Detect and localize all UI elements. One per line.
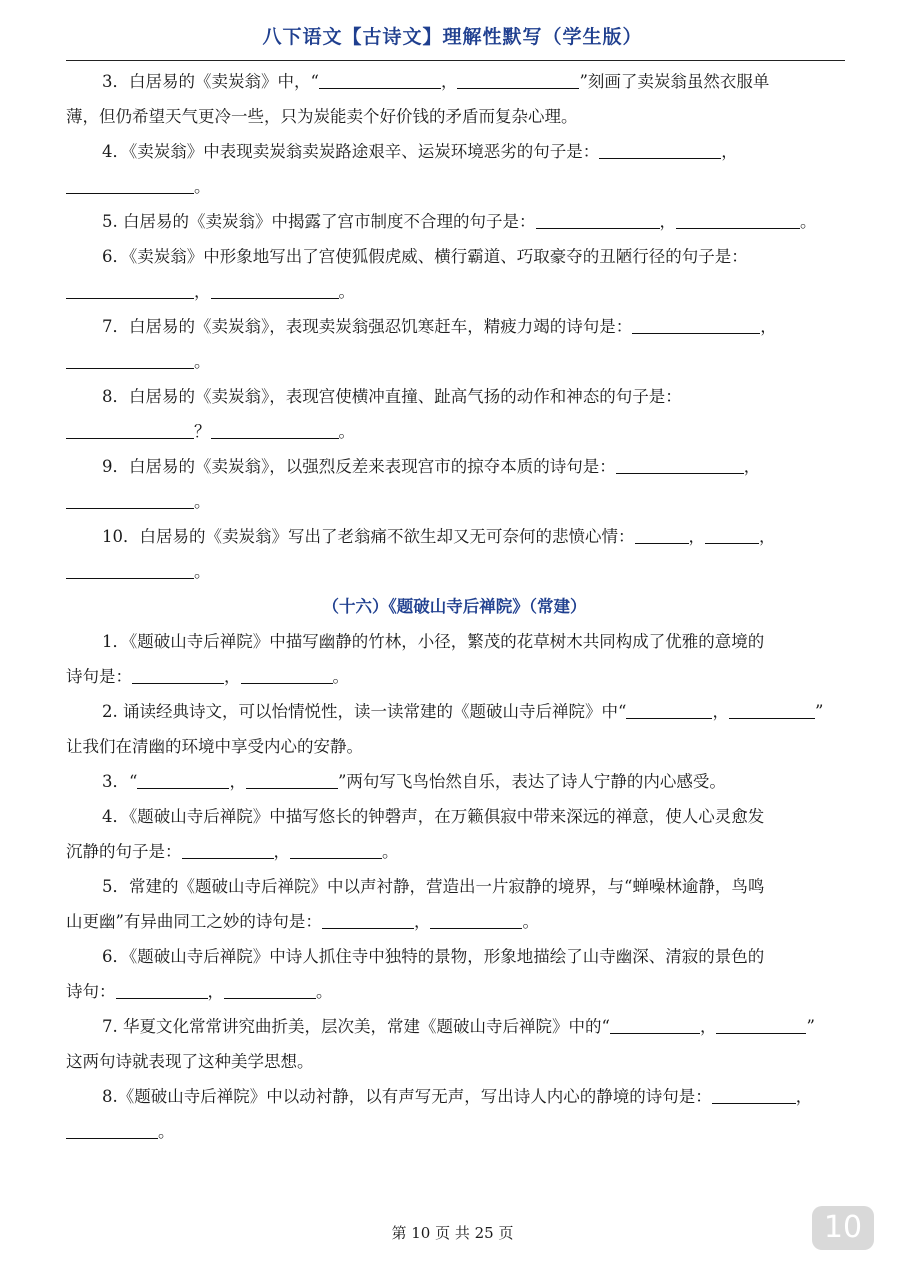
question-6-line-1: 6．《卖炭翁》中形象地写出了宫使狐假虎威、横行霸道、巧取豪夺的丑陋行径的句子是：: [102, 247, 748, 266]
answer-blank[interactable]: [457, 68, 579, 89]
question-10-line-1: 10．白居易的《卖炭翁》写出了老翁痛不欲生却又无可奈何的悲愤心情： ， ，: [66, 519, 843, 554]
answer-blank[interactable]: [246, 768, 338, 789]
answer-blank[interactable]: [610, 1013, 700, 1034]
question-9-line-2: 。: [66, 484, 843, 519]
question-4-line-1: 4．《卖炭翁》中表现卖炭翁卖炭路途艰辛、运炭环境恶劣的句子是： ，: [66, 134, 843, 169]
s-question-4-line-1: 4．《题破山寺后禅院》中描写悠长的钟磬声，在万籁俱寂中带来深远的禅意，使人心灵愈发: [102, 807, 765, 826]
answer-blank[interactable]: [66, 173, 194, 194]
question-10-line-2: 。: [66, 554, 843, 589]
page-footer: 第 10 页 共 25 页: [391, 1224, 514, 1242]
question-3-line-1: 3．白居易的《卖炭翁》中，“ ， ”刻画了卖炭翁虽然衣服单: [66, 64, 843, 99]
answer-blank[interactable]: [224, 978, 316, 999]
s-question-7-line-1: 7. 华夏文化常常讲究曲折美，层次美，常建《题破山寺后禅院》中的“ ， ”: [66, 1009, 843, 1044]
answer-blank[interactable]: [716, 1013, 806, 1034]
document-header-title: 八下语文【古诗文】理解性默写（学生版）: [262, 26, 643, 48]
answer-blank[interactable]: [430, 908, 522, 929]
document-body: [66, 64, 843, 1149]
s-question-6-line-2: 诗句： ， 。: [66, 974, 843, 1009]
answer-blank[interactable]: [729, 698, 815, 719]
s-question-7-line-2: 这两句诗就表现了这种美学思想。: [66, 1052, 314, 1071]
answer-blank[interactable]: [290, 838, 382, 859]
question-7-line-2: 。: [66, 344, 843, 379]
answer-blank[interactable]: [616, 453, 744, 474]
s-question-6-line-1: 6．《题破山寺后禅院》中诗人抓住寺中独特的景物，形象地描绘了山寺幽深、清寂的景色的: [102, 947, 765, 966]
question-9-line-1: 9．白居易的《卖炭翁》，以强烈反差来表现宫市的掠夺本质的诗句是： ，: [66, 449, 843, 484]
answer-blank[interactable]: [705, 523, 759, 544]
s-question-4-line-2: 沉静的句子是： ， 。: [66, 834, 843, 869]
question-4-line-2: 。: [66, 169, 843, 204]
header-divider: [66, 60, 845, 61]
s-question-3-line: 3．“ ， ”两句写飞鸟怡然自乐，表达了诗人宁静的内心感受。: [66, 764, 843, 799]
answer-blank[interactable]: [66, 348, 194, 369]
s-question-1-line-2: 诗句是： ， 。: [66, 659, 843, 694]
s-question-5-line-2: 山更幽”有异曲同工之妙的诗句是： ， 。: [66, 904, 843, 939]
answer-blank[interactable]: [116, 978, 208, 999]
s-question-2-line-1: 2. 诵读经典诗文，可以怡情悦性，读一读常建的《题破山寺后禅院》中“ ， ”: [66, 694, 843, 729]
answer-blank[interactable]: [66, 1118, 158, 1139]
answer-blank[interactable]: [632, 313, 760, 334]
s-question-5-line-1: 5．常建的《题破山寺后禅院》中以声衬静，营造出一片寂静的境界，与“蝉噪林逾静，鸟鸣: [102, 877, 765, 896]
answer-blank[interactable]: [137, 768, 229, 789]
question-6-line-2: ， 。: [66, 274, 843, 309]
answer-blank[interactable]: [211, 278, 339, 299]
question-3-line-2: 薄，但仍希望天气更冷一些，只为炭能卖个好价钱的矛盾而复杂心理。: [66, 107, 578, 126]
answer-blank[interactable]: [66, 488, 194, 509]
answer-blank[interactable]: [211, 418, 339, 439]
answer-blank[interactable]: [626, 698, 712, 719]
answer-blank[interactable]: [66, 418, 194, 439]
answer-blank[interactable]: [241, 663, 333, 684]
question-7-line-1: 7．白居易的《卖炭翁》，表现卖炭翁强忍饥寒赶车，精疲力竭的诗句是： ，: [66, 309, 843, 344]
s-question-2-line-2: 让我们在清幽的环境中享受内心的安静。: [66, 737, 363, 756]
answer-blank[interactable]: [66, 278, 194, 299]
answer-blank[interactable]: [66, 558, 194, 579]
question-8-line-2: ？ 。: [66, 414, 843, 449]
answer-blank[interactable]: [712, 1083, 796, 1104]
s-question-1-line-1: 1．《题破山寺后禅院》中描写幽静的竹林，小径，繁茂的花草树木共同构成了优雅的意境的: [102, 632, 765, 651]
answer-blank[interactable]: [676, 208, 800, 229]
section-title: （十六）《题破山寺后禅院》（常建）: [322, 597, 587, 616]
answer-blank[interactable]: [599, 138, 721, 159]
answer-blank[interactable]: [182, 838, 274, 859]
answer-blank[interactable]: [322, 908, 414, 929]
s-question-8-line-1: 8.《题破山寺后禅院》中以动衬静，以有声写无声，写出诗人内心的静境的诗句是： ，: [66, 1079, 843, 1114]
page-number-badge: 10: [812, 1206, 874, 1250]
question-5-line: 5. 白居易的《卖炭翁》中揭露了宫市制度不合理的句子是： ， 。: [66, 204, 843, 239]
answer-blank[interactable]: [319, 68, 441, 89]
answer-blank[interactable]: [132, 663, 224, 684]
question-8-line-1: 8．白居易的《卖炭翁》，表现宫使横冲直撞、趾高气扬的动作和神态的句子是：: [102, 387, 682, 406]
answer-blank[interactable]: [635, 523, 689, 544]
answer-blank[interactable]: [536, 208, 660, 229]
s-question-8-line-2: 。: [66, 1114, 843, 1149]
